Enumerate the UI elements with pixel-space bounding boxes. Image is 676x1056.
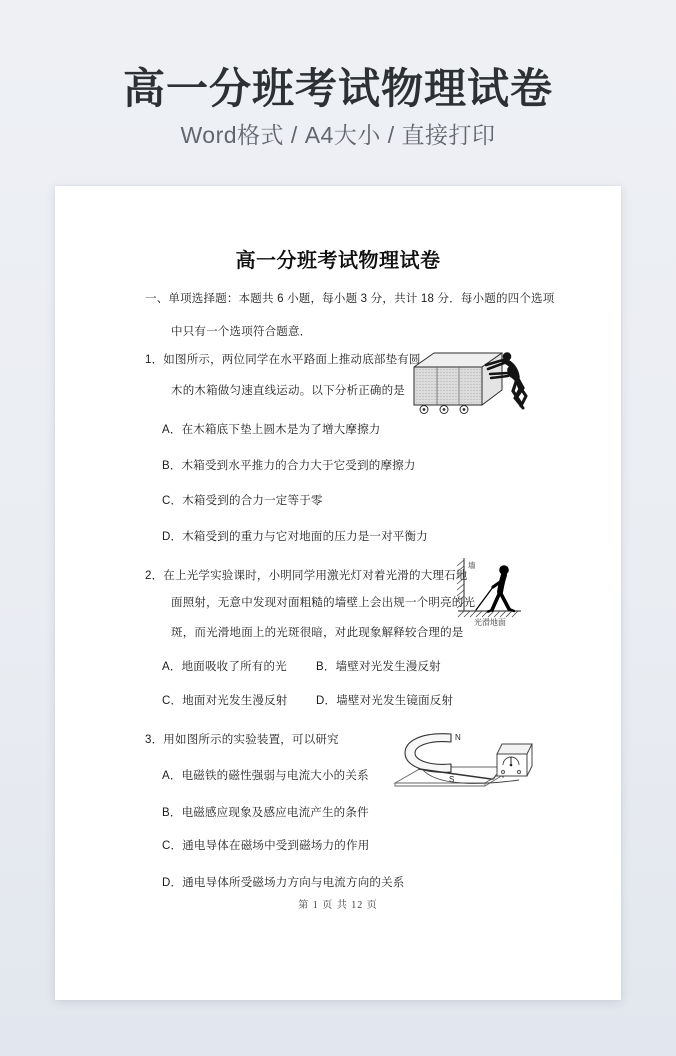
question-3-option-a: A．电磁铁的磁性强弱与电流大小的关系: [162, 770, 369, 782]
person-with-laser-icon: [476, 565, 514, 611]
question-1-option-a: A．在木箱底下垫上圆木是为了增大摩擦力: [162, 424, 381, 436]
laser-wall-illustration: [451, 556, 527, 628]
wall-label: 墙: [468, 561, 476, 570]
question-1-text-line-2: 木的木箱做匀速直线运动。以下分析正确的是: [171, 385, 405, 397]
horseshoe-magnet-icon: [405, 734, 451, 773]
site-header-subtitle: Word格式 / A4大小 / 直接打印: [180, 122, 496, 148]
question-2-option-d: D．墙壁对光发生镜面反射: [316, 695, 454, 707]
section-heading-line-1: 一、单项选择题：本题共 6 小题，每小题 3 分，共计 18 分．每小题的四个选项: [145, 293, 555, 305]
question-3-text-line-1: 3．用如图所示的实验装置，可以研究: [145, 734, 339, 746]
magnet-south-label: S: [449, 775, 455, 784]
question-2-text-line-3: 斑，而光滑地面上的光斑很暗，对此现象解释较合理的是: [171, 627, 464, 639]
site-header-title: 高一分班考试物理试卷: [122, 65, 553, 112]
document-page: [55, 186, 621, 1000]
question-2-option-c: C．地面对光发生漫反射: [162, 695, 288, 707]
question-2-option-a: A．地面吸收了所有的光: [162, 661, 287, 673]
question-1-option-b: B．木箱受到水平推力的合力大于它受到的摩擦力: [162, 460, 416, 472]
galvanometer-icon: [497, 744, 532, 776]
question-1-text-line-1: 1．如图所示，两位同学在水平路面上推动底部垫有圆: [145, 354, 421, 366]
crate-icon: [414, 353, 502, 405]
question-3-option-c: C．通电导体在磁场中受到磁场力的作用: [162, 840, 370, 852]
wall-icon: [457, 558, 464, 611]
exam-title: 高一分班考试物理试卷: [235, 250, 441, 272]
question-2-option-b: B．墙壁对光发生漫反射: [316, 661, 441, 673]
question-2-text-line-1: 2．在上光学实验课时，小明同学用激光灯对着光滑的大理石地: [145, 570, 468, 582]
question-3-option-d: D．通电导体所受磁场力方向与电流方向的关系: [162, 877, 405, 889]
section-heading-line-2: 中只有一个选项符合题意．: [171, 326, 312, 338]
smooth-ground-label: 光滑地面: [474, 618, 506, 627]
page-number: 第 1 页 共 12 页: [298, 900, 378, 911]
log-rollers-icon: [420, 406, 468, 414]
question-2-text-line-2: 面照射，无意中发现对面粗糙的墙壁上会出规一个明亮的光: [171, 597, 476, 609]
question-3-option-b: B．电磁感应现象及感应电流产生的条件: [162, 807, 369, 819]
question-1-option-c: C．木箱受到的合力一定等于零: [162, 495, 323, 507]
question-1-option-d: D．木箱受到的重力与它对地面的压力是一对平衡力: [162, 531, 428, 543]
crate-pushing-illustration: [410, 350, 535, 418]
magnet-north-label: N: [455, 733, 461, 742]
magnet-galvanometer-illustration: [393, 728, 535, 790]
